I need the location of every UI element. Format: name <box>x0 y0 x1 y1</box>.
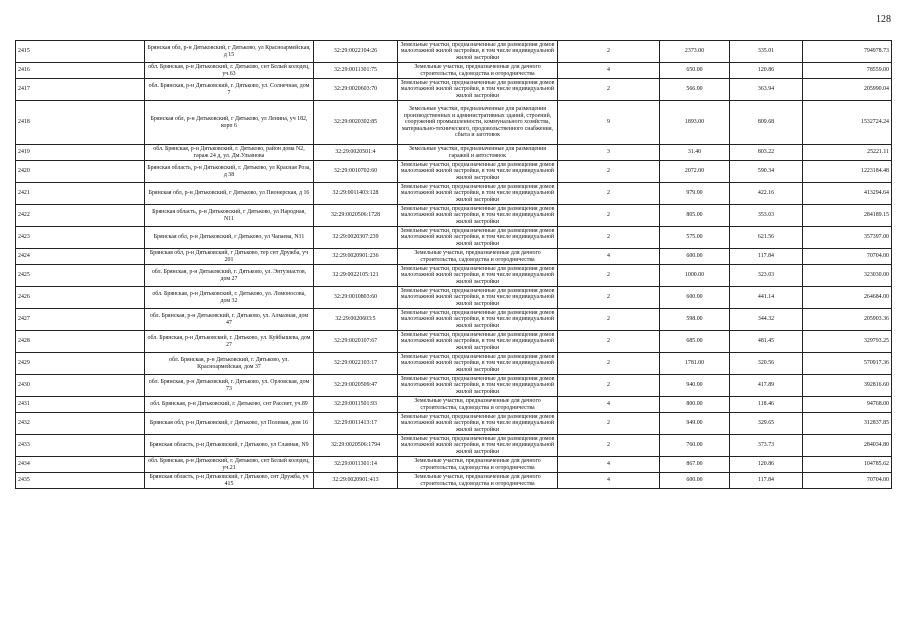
use-group-cell: 4 <box>558 249 660 265</box>
cadastral-value-cell: 413294.64 <box>803 183 892 205</box>
land-use-cell: Земельные участки, предназначенные для размещения домов малоэтажной жилой застройки, в том числе индивидуальной жилой застройки <box>398 205 558 227</box>
address-cell: Брянская обл, р-н Дятьковский, г Дятьково, ул Полевая, дом 16 <box>145 413 314 435</box>
row-number: 2427 <box>16 309 145 331</box>
address-cell: обл. Брянская, р-н Дятьковский, г. Дятьково, снт Белый колодец, уч.63 <box>145 63 314 79</box>
cadastral-number-cell: 32:29:0011501:93 <box>314 397 398 413</box>
specific-value-cell: 120.86 <box>730 63 803 79</box>
area-cell: 598.00 <box>660 309 730 331</box>
land-use-cell: Земельные участки, предназначенные для дачного строительства, садоводства и огородничества <box>398 457 558 473</box>
land-use-cell: Земельные участки, предназначенные для дачного строительства, садоводства и огородничества <box>398 397 558 413</box>
land-use-cell: Земельные участки, предназначенные для размещения домов малоэтажной жилой застройки, в том числе индивидуальной жилой застройки <box>398 435 558 457</box>
land-use-cell: Земельные участки, предназначенные для дачного строительства, садоводства и огородничества <box>398 473 558 489</box>
address-cell: обл. Брянская, р-н Дятьковский, г. Дятьково, район дома N2, гараж 24 д, ул. Дм.Ульянова <box>145 145 314 161</box>
row-number: 2426 <box>16 287 145 309</box>
cadastral-value-cell: 392816.60 <box>803 375 892 397</box>
row-number: 2423 <box>16 227 145 249</box>
table-row <box>16 309 892 331</box>
row-number: 2432 <box>16 413 145 435</box>
address-cell: Брянская область, р-н Дятьковский, г Дятьково, снт Дружба, уч 415 <box>145 473 314 489</box>
cadastral-number-cell: 32:29:0022105:121 <box>314 265 398 287</box>
area-cell: 979.00 <box>660 183 730 205</box>
row-number: 2433 <box>16 435 145 457</box>
use-group-cell: 2 <box>558 287 660 309</box>
table-row <box>16 457 892 473</box>
cadastral-number-cell: 32:29:0010803:60 <box>314 287 398 309</box>
cadastral-value-cell: 94768.00 <box>803 397 892 413</box>
specific-value-cell: 441.14 <box>730 287 803 309</box>
specific-value-cell: 320.56 <box>730 353 803 375</box>
address-cell: обл. Брянская, р-н Дятьковский, г. Дятьково, ул. Алмазная, дом 47 <box>145 309 314 331</box>
cadastral-value-cell: 70704.00 <box>803 473 892 489</box>
use-group-cell: 2 <box>558 79 660 101</box>
address-cell: Брянская обл, р-н Дятьковский, г Дятьково, ул Чапаева, N11 <box>145 227 314 249</box>
cadastral-value-cell: 312837.85 <box>803 413 892 435</box>
specific-value-cell: 117.84 <box>730 249 803 265</box>
area-cell: 949.00 <box>660 413 730 435</box>
area-cell: 1000.00 <box>660 265 730 287</box>
cadastral-value-cell: 25221.11 <box>803 145 892 161</box>
cadastral-number-cell: 32:29:0022103:17 <box>314 353 398 375</box>
address-cell: Брянская обл, р-н Дятьковский, г Дятьково, ул Пионерская, д 16 <box>145 183 314 205</box>
area-cell: 940.00 <box>660 375 730 397</box>
cadastral-number-cell: 32:29:0020901:413 <box>314 473 398 489</box>
specific-value-cell: 118.46 <box>730 397 803 413</box>
cadastral-number-cell: 32:29:0020506:1794 <box>314 435 398 457</box>
land-use-cell: Земельные участки, предназначенные для размещения домов малоэтажной жилой застройки, в том числе индивидуальной жилой застройки <box>398 353 558 375</box>
cadastral-number-cell: 32:29:0020302:85 <box>314 101 398 145</box>
land-use-cell: Земельные участки, предназначенные для размещения домов малоэтажной жилой застройки, в том числе индивидуальной жилой застройки <box>398 287 558 309</box>
table-row <box>16 183 892 205</box>
table-row <box>16 353 892 375</box>
cadastral-number-cell: 32:29:0020603:5 <box>314 309 398 331</box>
cadastral-number-cell: 32:29:0011301:75 <box>314 63 398 79</box>
area-cell: 1893.00 <box>660 101 730 145</box>
address-cell: Брянская область, р-н Дятьковский, г Дятьково, ул Народная, N11 <box>145 205 314 227</box>
area-cell: 800.00 <box>660 397 730 413</box>
land-use-cell: Земельные участки, предназначенные для размещения домов малоэтажной жилой застройки, в том числе индивидуальной жилой застройки <box>398 331 558 353</box>
use-group-cell: 9 <box>558 101 660 145</box>
table-row <box>16 101 892 145</box>
specific-value-cell: 621.56 <box>730 227 803 249</box>
table-row <box>16 249 892 265</box>
cadastral-number-cell: 32:29:0022104:26 <box>314 41 398 63</box>
specific-value-cell: 803.22 <box>730 145 803 161</box>
cadastral-value-cell: 205990.04 <box>803 79 892 101</box>
specific-value-cell: 373.73 <box>730 435 803 457</box>
row-number: 2431 <box>16 397 145 413</box>
area-cell: 650.00 <box>660 63 730 79</box>
specific-value-cell: 590.34 <box>730 161 803 183</box>
table-row <box>16 375 892 397</box>
use-group-cell: 3 <box>558 145 660 161</box>
area-cell: 31.40 <box>660 145 730 161</box>
land-use-cell: Земельные участки, предназначенные для размещения домов малоэтажной жилой застройки, в том числе индивидуальной жилой застройки <box>398 161 558 183</box>
cadastral-number-cell: 32:29:0020509:47 <box>314 375 398 397</box>
table-row <box>16 227 892 249</box>
address-cell: обл. Брянская, р-н Дятьковский, г. Дятьково, ул. Орловская, дом 73 <box>145 375 314 397</box>
table-row <box>16 287 892 309</box>
land-use-cell: Земельные участки, предназначенные для дачного строительства, садоводства и огородничества <box>398 63 558 79</box>
area-cell: 867.00 <box>660 457 730 473</box>
land-use-cell: Земельные участки, предназначенные для размещения домов малоэтажной жилой застройки, в том числе индивидуальной жилой застройки <box>398 413 558 435</box>
land-use-cell: Земельные участки, предназначенные для размещения гаражей и автостоянок <box>398 145 558 161</box>
specific-value-cell: 117.84 <box>730 473 803 489</box>
cadastral-value-cell: 205903.36 <box>803 309 892 331</box>
cadastral-value-cell: 357397.00 <box>803 227 892 249</box>
address-cell: Брянская обл, р-н Дятьковский, г Дятьково, тер снт Дружба, уч 201 <box>145 249 314 265</box>
area-cell: 2373.00 <box>660 41 730 63</box>
address-cell: Брянская обл, р-н Дятьковский, г Дятьково, ул Ленина, уч 182, корп 6 <box>145 101 314 145</box>
land-use-cell: Земельные участки, предназначенные для размещения домов малоэтажной жилой застройки, в том числе индивидуальной жилой застройки <box>398 227 558 249</box>
specific-value-cell: 353.03 <box>730 205 803 227</box>
address-cell: обл. Брянская, р-н Дятьковский, г. Дятьково, ул. Красноармейская, дом 37 <box>145 353 314 375</box>
area-cell: 685.00 <box>660 331 730 353</box>
specific-value-cell: 329.65 <box>730 413 803 435</box>
area-cell: 805.00 <box>660 205 730 227</box>
area-cell: 600.00 <box>660 249 730 265</box>
specific-value-cell: 417.89 <box>730 375 803 397</box>
table-row <box>16 473 892 489</box>
cadastral-value-cell: 264684.00 <box>803 287 892 309</box>
cadastral-value-cell: 570917.36 <box>803 353 892 375</box>
table-row <box>16 63 892 79</box>
address-cell: обл. Брянская, р-н Дятьковский, г. Дятьково, ул. Энтузиастов, дом 27 <box>145 265 314 287</box>
use-group-cell: 2 <box>558 309 660 331</box>
table-row <box>16 435 892 457</box>
use-group-cell: 2 <box>558 205 660 227</box>
land-use-cell: Земельные участки, предназначенные для размещения производственных и административных зданий, строений, сооружений промышленности, коммунального хозяйства, материально-технического, продовольственного снабжения, сбыта и заготовок <box>398 101 558 145</box>
area-cell: 600.00 <box>660 473 730 489</box>
specific-value-cell: 335.01 <box>730 41 803 63</box>
specific-value-cell: 363.94 <box>730 79 803 101</box>
table-row <box>16 413 892 435</box>
use-group-cell: 2 <box>558 265 660 287</box>
specific-value-cell: 323.03 <box>730 265 803 287</box>
row-number: 2429 <box>16 353 145 375</box>
row-number: 2424 <box>16 249 145 265</box>
row-number: 2420 <box>16 161 145 183</box>
land-use-cell: Земельные участки, предназначенные для размещения домов малоэтажной жилой застройки, в том числе индивидуальной жилой застройки <box>398 309 558 331</box>
area-cell: 566.00 <box>660 79 730 101</box>
row-number: 2418 <box>16 101 145 145</box>
use-group-cell: 2 <box>558 375 660 397</box>
cadastral-value-cell: 284034.80 <box>803 435 892 457</box>
area-cell: 760.00 <box>660 435 730 457</box>
cadastral-value-cell: 284189.15 <box>803 205 892 227</box>
use-group-cell: 4 <box>558 457 660 473</box>
cadastral-value-cell: 78559.00 <box>803 63 892 79</box>
address-cell: обл. Брянская, р-н Дятьковский, г. Дятьково, ул. Куйбышева, дом 27 <box>145 331 314 353</box>
use-group-cell: 2 <box>558 331 660 353</box>
specific-value-cell: 344.32 <box>730 309 803 331</box>
specific-value-cell: 422.16 <box>730 183 803 205</box>
use-group-cell: 2 <box>558 161 660 183</box>
use-group-cell: 4 <box>558 397 660 413</box>
use-group-cell: 2 <box>558 183 660 205</box>
area-cell: 2072.00 <box>660 161 730 183</box>
use-group-cell: 2 <box>558 413 660 435</box>
use-group-cell: 2 <box>558 41 660 63</box>
land-use-cell: Земельные участки, предназначенные для размещения домов малоэтажной жилой застройки, в том числе индивидуальной жилой застройки <box>398 183 558 205</box>
cadastral-value-cell: 323030.00 <box>803 265 892 287</box>
area-cell: 600.00 <box>660 287 730 309</box>
table-row <box>16 79 892 101</box>
cadastral-number-cell: 32:29:0020506:1728 <box>314 205 398 227</box>
specific-value-cell: 120.86 <box>730 457 803 473</box>
row-number: 2428 <box>16 331 145 353</box>
address-cell: обл. Брянская, р-н Дятьковский, г. Дятьково, снт Рассвет, уч.89 <box>145 397 314 413</box>
row-number: 2425 <box>16 265 145 287</box>
table-row <box>16 265 892 287</box>
area-cell: 575.00 <box>660 227 730 249</box>
address-cell: обл. Брянская, р-н Дятьковский, г. Дятьково, ул. Ломоносова, дом 32 <box>145 287 314 309</box>
page-number: 128 <box>876 14 891 25</box>
land-use-cell: Земельные участки, предназначенные для размещения домов малоэтажной жилой застройки, в том числе индивидуальной жилой застройки <box>398 79 558 101</box>
cadastral-number-cell: 32:29:0020603:70 <box>314 79 398 101</box>
specific-value-cell: 481.45 <box>730 331 803 353</box>
table-row <box>16 331 892 353</box>
row-number: 2421 <box>16 183 145 205</box>
cadastral-value-cell: 1532724.24 <box>803 101 892 145</box>
address-cell: обл. Брянская, р-н Дятьковский, г. Дятьково, ул. Солнечная, дом 7 <box>145 79 314 101</box>
use-group-cell: 2 <box>558 353 660 375</box>
cadastral-value-cell: 794978.73 <box>803 41 892 63</box>
row-number: 2417 <box>16 79 145 101</box>
row-number: 2416 <box>16 63 145 79</box>
cadastral-value-cell: 329793.25 <box>803 331 892 353</box>
land-use-cell: Земельные участки, предназначенные для размещения домов малоэтажной жилой застройки, в том числе индивидуальной жилой застройки <box>398 265 558 287</box>
cadastral-number-cell: 32:29:0020501:4 <box>314 145 398 161</box>
row-number: 2419 <box>16 145 145 161</box>
use-group-cell: 4 <box>558 63 660 79</box>
land-registry-table <box>15 40 892 489</box>
address-cell: Брянская область, р-н Дятьковский, г Дятьково, ул Славная, N9 <box>145 435 314 457</box>
cadastral-value-cell: 1223184.48 <box>803 161 892 183</box>
cadastral-number-cell: 32:29:0020901:236 <box>314 249 398 265</box>
row-number: 2415 <box>16 41 145 63</box>
cadastral-number-cell: 32:29:0011413:17 <box>314 413 398 435</box>
use-group-cell: 2 <box>558 227 660 249</box>
cadastral-value-cell: 70704.00 <box>803 249 892 265</box>
table-row <box>16 205 892 227</box>
row-number: 2422 <box>16 205 145 227</box>
area-cell: 1781.00 <box>660 353 730 375</box>
cadastral-number-cell: 32:29:0020307:239 <box>314 227 398 249</box>
row-number: 2434 <box>16 457 145 473</box>
table-row <box>16 397 892 413</box>
cadastral-number-cell: 32:29:0011403:128 <box>314 183 398 205</box>
land-use-cell: Земельные участки, предназначенные для дачного строительства, садоводства и огородничества <box>398 249 558 265</box>
cadastral-number-cell: 32:29:0011301:14 <box>314 457 398 473</box>
use-group-cell: 4 <box>558 473 660 489</box>
address-cell: Брянская обл, р-н Дятьковский, г Дятьково, ул Красноармейская, д 15 <box>145 41 314 63</box>
table-row <box>16 145 892 161</box>
cadastral-number-cell: 32:29:0020107:67 <box>314 331 398 353</box>
use-group-cell: 2 <box>558 435 660 457</box>
cadastral-number-cell: 32:29:0010702:60 <box>314 161 398 183</box>
address-cell: обл. Брянская, р-н Дятьковский, г. Дятьково, снт Белый колодец, уч.21 <box>145 457 314 473</box>
table-row <box>16 161 892 183</box>
land-use-cell: Земельные участки, предназначенные для размещения домов малоэтажной жилой застройки, в том числе индивидуальной жилой застройки <box>398 375 558 397</box>
specific-value-cell: 809.68 <box>730 101 803 145</box>
cadastral-value-cell: 104785.62 <box>803 457 892 473</box>
land-use-cell: Земельные участки, предназначенные для размещения домов малоэтажной жилой застройки, в том числе индивидуальной жилой застройки <box>398 41 558 63</box>
address-cell: Брянская область, р-н Дятьковский, г. Дятьково, ул Красная Роза, д 38 <box>145 161 314 183</box>
row-number: 2430 <box>16 375 145 397</box>
row-number: 2435 <box>16 473 145 489</box>
table-row <box>16 41 892 63</box>
